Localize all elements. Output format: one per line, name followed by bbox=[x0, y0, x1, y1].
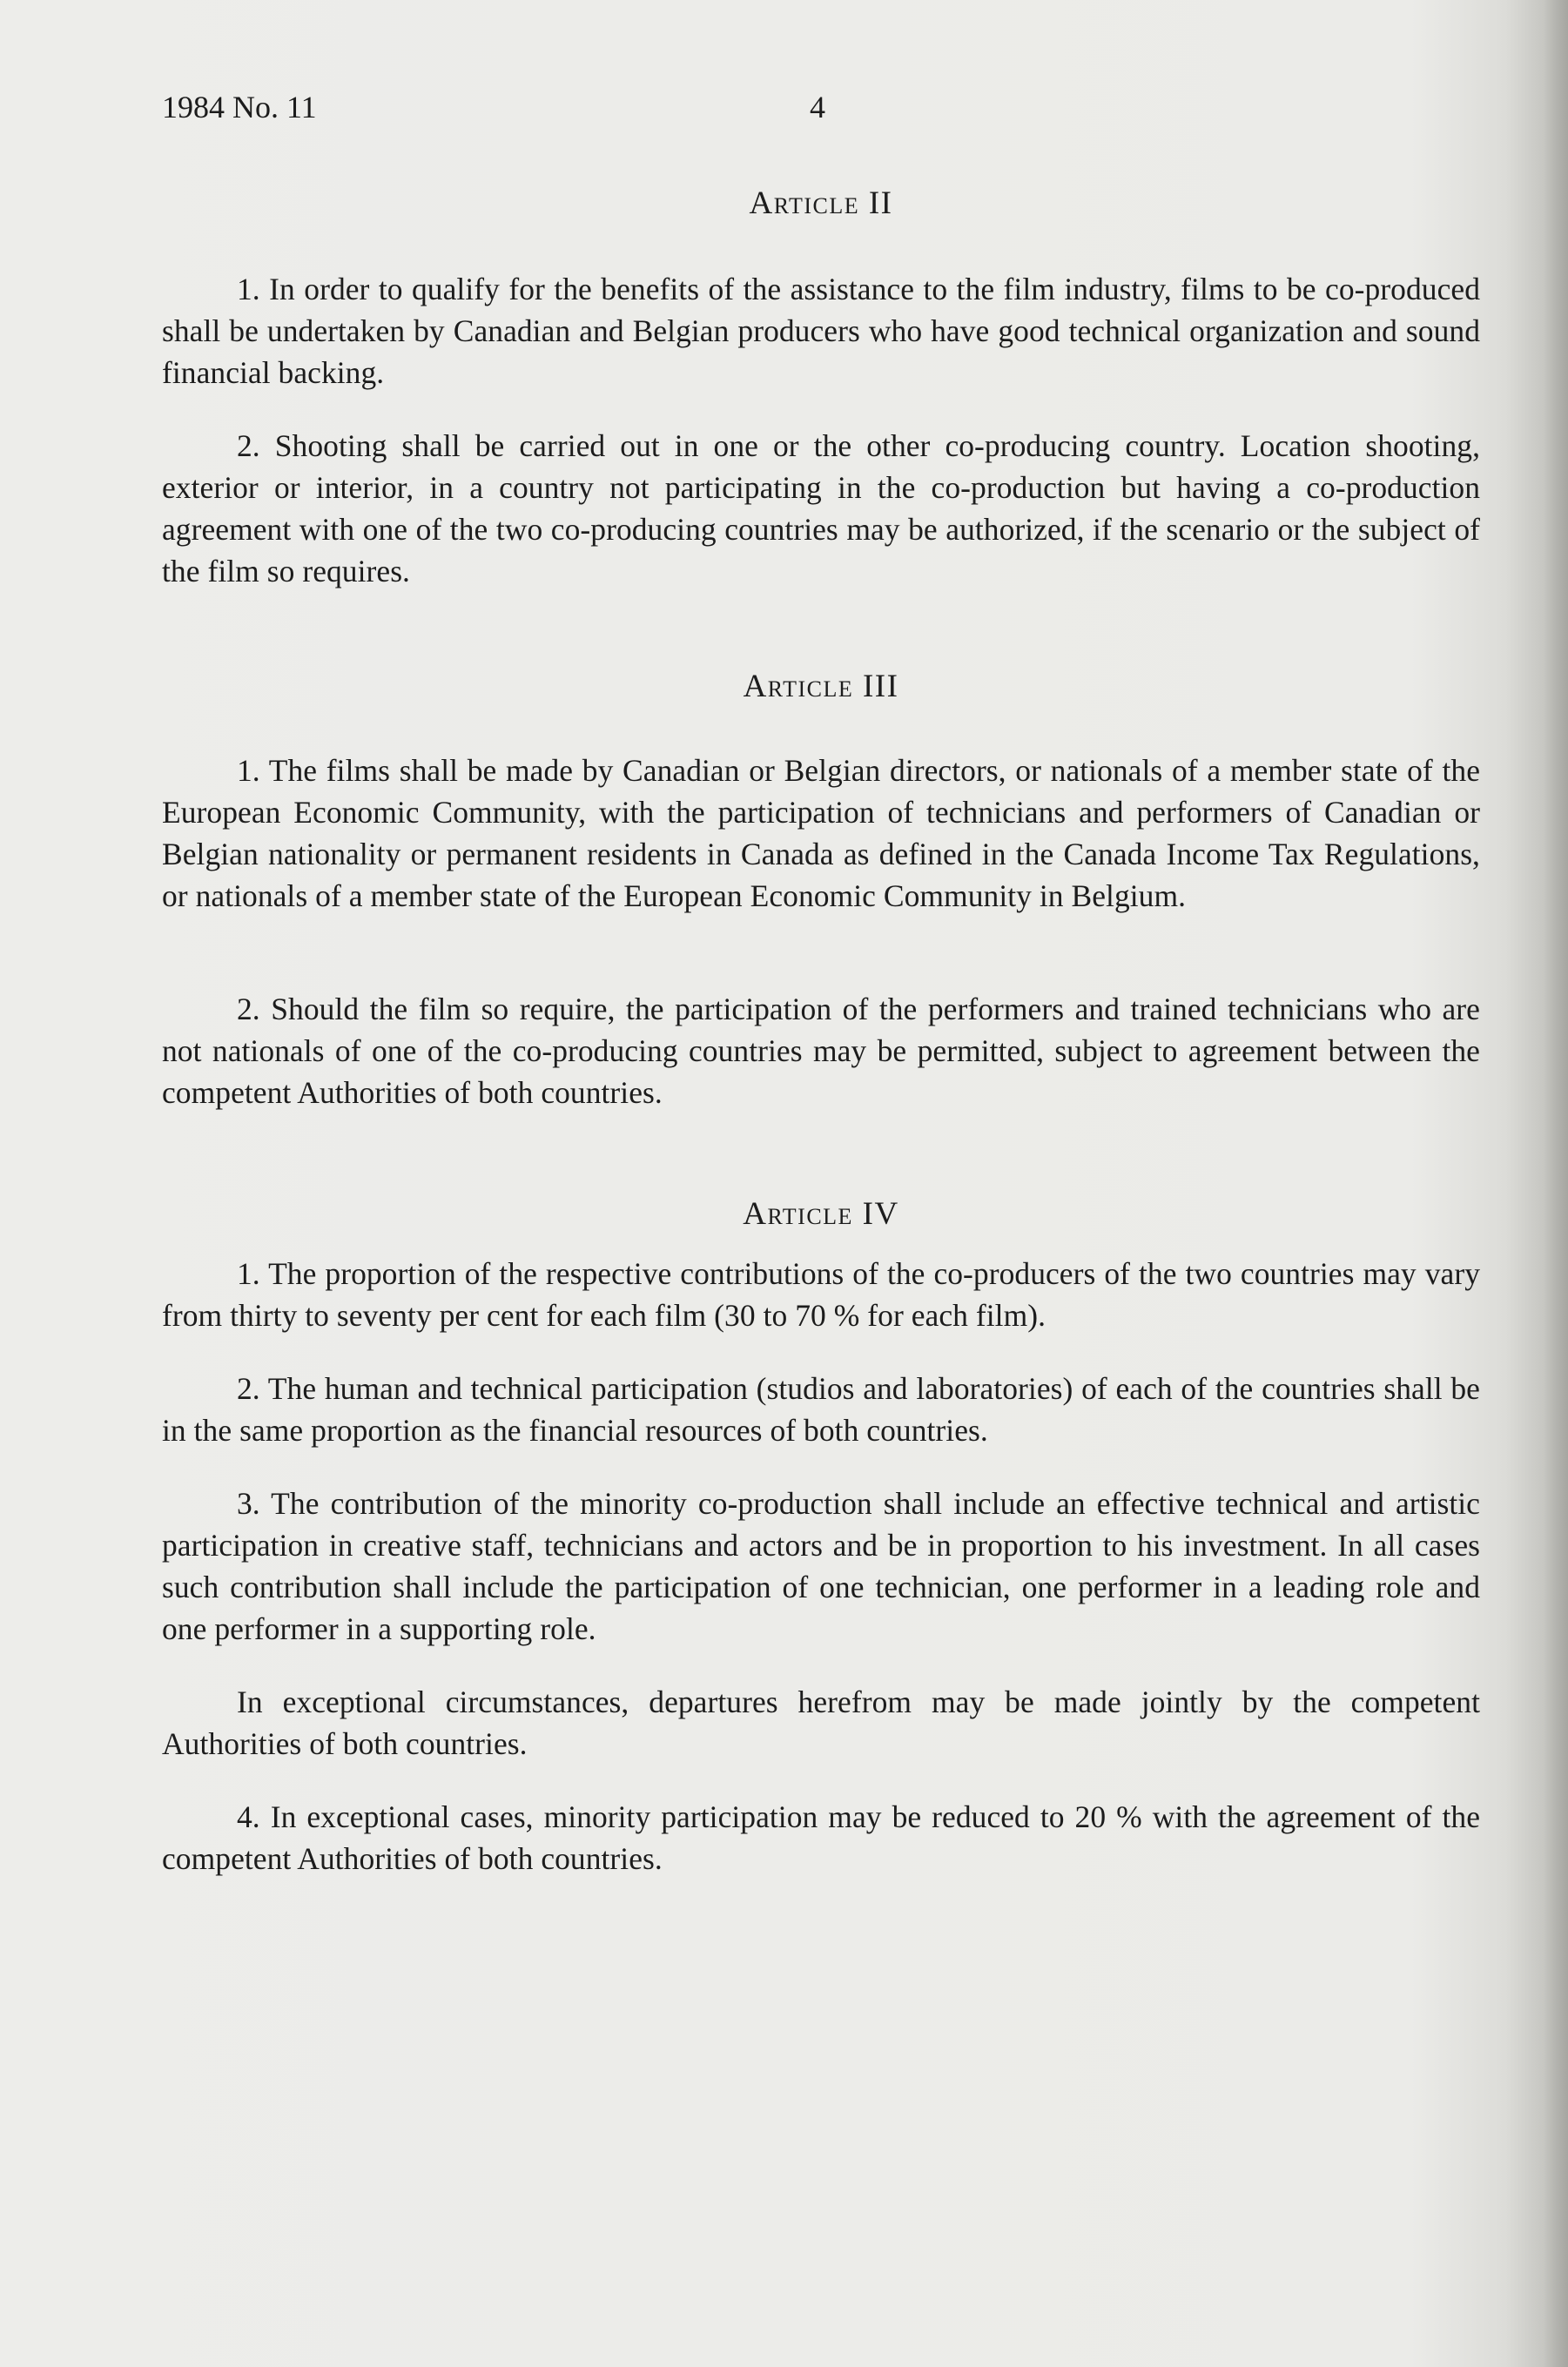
article-4-paragraph-3-note: In exceptional circumstances, departures herefrom may be made jointly by the competent Authorities of both countries. bbox=[162, 1684, 1480, 1761]
article-4-paragraph-3: 3. The contribution of the minority co-production shall include an effective technical and artistic participation in creative staff, technicians and actors and be in proportion to his investment. In all cases such contribution shall include the participation of one technician, one performer in a leading role and one performer in a supporting role. bbox=[162, 1486, 1480, 1646]
article-2-paragraph-2: 2. Shooting shall be carried out in one or the other co-producing country. Location shooting, exterior or interior, in a country not participating in the co-production but having a co-production agreement with one of the two co-producing countries may be authorized, if the scenario or the subject of the film so requires. bbox=[162, 428, 1480, 588]
article-4-heading: Article IV bbox=[743, 1196, 899, 1232]
document-body bbox=[162, 183, 1480, 1879]
article-3-paragraph-1: 1. The films shall be made by Canadian or Belgian directors, or nationals of a member state of the European Economic Community, with the participation of technicians and performers of Canadian or Belgian nationality or permanent residents in Canada as defined in the Canada Income Tax Regulations, or nationals of a member state of the European Economic Community in Belgium. bbox=[162, 753, 1480, 913]
article-2-heading: Article II bbox=[749, 185, 893, 221]
article-4-paragraph-1: 1. The proportion of the respective contributions of the co-producers of the two countries may vary from thirty to seventy per cent for each film (30 to 70 % for each film). bbox=[162, 1256, 1480, 1333]
page-header bbox=[162, 89, 1485, 132]
document-id: 1984 No. 11 bbox=[162, 90, 317, 124]
article-2-paragraph-1: 1. In order to qualify for the benefits of the assistance to the film industry, films to be co-produced shall be undertaken by Canadian and Belgian producers who have good technical organization and sound financial backing. bbox=[162, 272, 1480, 390]
page-number: 4 bbox=[810, 90, 825, 124]
article-4-paragraph-2: 2. The human and technical participation (studios and laboratories) of each of the countries shall be in the same proportion as the financial resources of both countries. bbox=[162, 1371, 1480, 1448]
article-3-heading: Article III bbox=[743, 669, 899, 704]
article-3-paragraph-2: 2. Should the film so require, the participation of the performers and trained technicians who are not nationals of one of the co-producing countries may be permitted, subject to agreement between the competent Authorities of both countries. bbox=[162, 992, 1480, 1110]
page-edge-shadow bbox=[1544, 0, 1568, 2367]
article-4-paragraph-4: 4. In exceptional cases, minority participation may be reduced to 20 % with the agreement of the competent Authorities of both countries. bbox=[162, 1799, 1480, 1876]
